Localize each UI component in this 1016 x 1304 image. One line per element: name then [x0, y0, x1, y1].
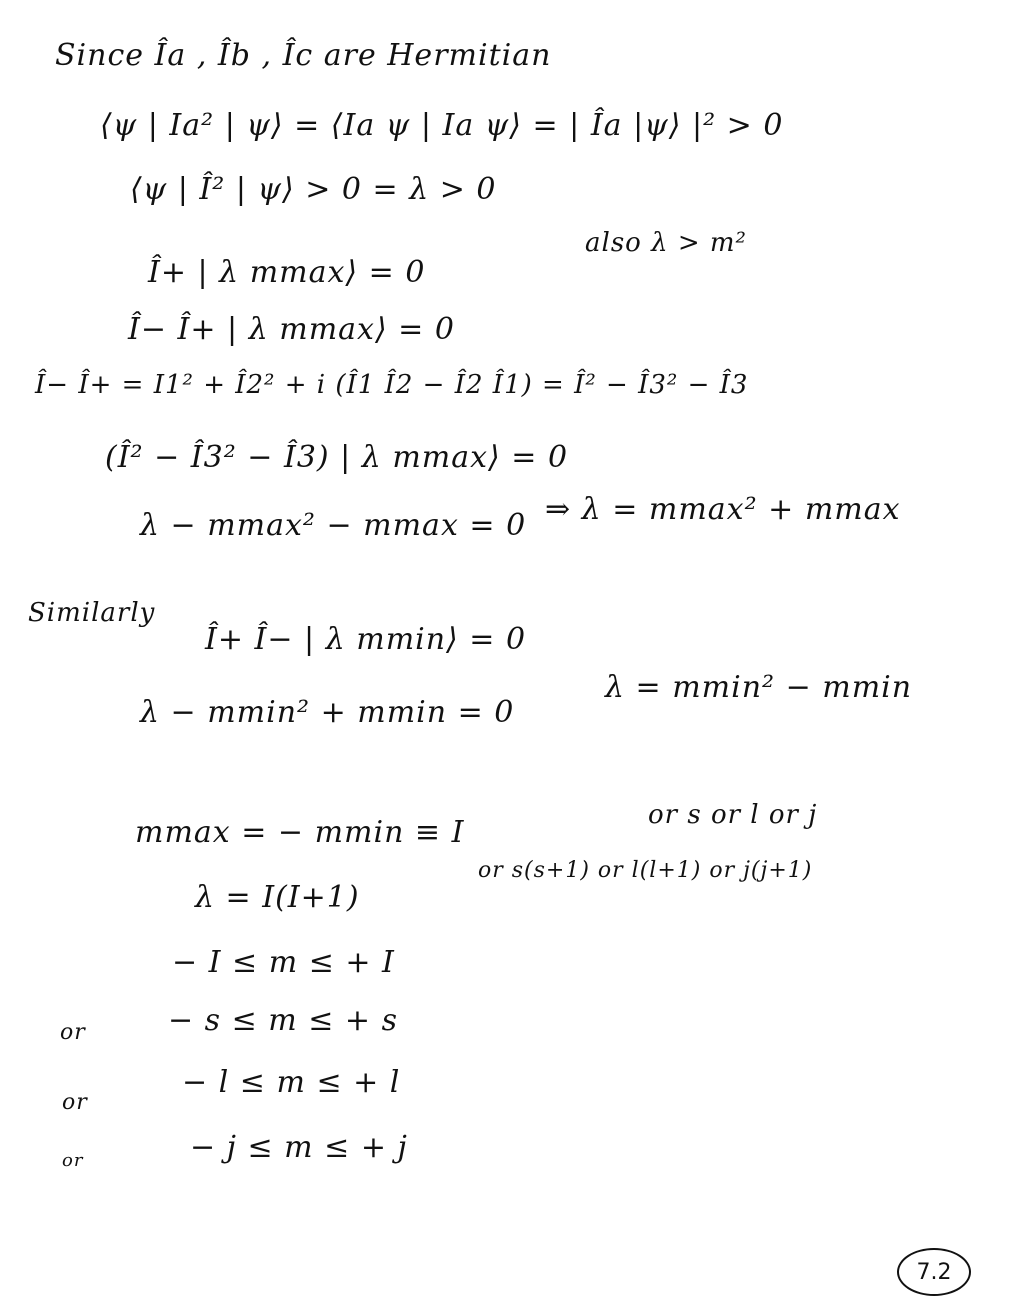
or-label-j: or: [62, 1150, 84, 1171]
range-i: − I ≤ m ≤ + I: [172, 945, 395, 980]
alternative-symbols: or s or l or j: [648, 800, 818, 830]
raising-lowering-on-min: Î+ Î− | λ mmin⟩ = 0: [205, 622, 527, 657]
lambda-i-i-plus-one: λ = I(I+1): [195, 880, 360, 915]
lambda-min-equation: λ − mmin² + mmin = 0: [140, 695, 515, 730]
product-expansion: Î− Î+ = I1² + Î2² + i (Î1 Î2 − Î2 Î1) = Î² − Î3² − Î3: [35, 370, 749, 400]
expectation-i-squared: ⟨ψ | Î² | ψ⟩ > 0 = λ > 0: [130, 172, 497, 207]
range-j: − j ≤ m ≤ + j: [190, 1130, 408, 1165]
lambda-max-equation: λ − mmax² − mmax = 0: [140, 508, 527, 543]
expectation-ia-squared: ⟨ψ | Ia² | ψ⟩ = ⟨Ia ψ | Ia ψ⟩ = | Îa |ψ⟩ |² > 0: [100, 108, 784, 143]
operator-on-max: (Î² − Î3² − Î3) | λ mmax⟩ = 0: [105, 440, 569, 475]
lambda-min-result: λ = mmin² − mmin: [605, 670, 913, 705]
or-label-l: or: [62, 1090, 88, 1115]
similarly-label: Similarly: [28, 598, 156, 628]
hermitian-statement: Since Îa , Îb , Îc are Hermitian: [55, 38, 552, 73]
alternative-eigenvalues: or s(s+1) or l(l+1) or j(j+1): [478, 858, 813, 883]
or-label-s: or: [60, 1020, 86, 1045]
range-l: − l ≤ m ≤ + l: [182, 1065, 401, 1100]
range-s: − s ≤ m ≤ + s: [168, 1003, 399, 1038]
raising-on-max: Î+ | λ mmax⟩ = 0: [148, 255, 426, 290]
m-max-equals-minus-m-min: mmax = − mmin ≡ I: [135, 815, 465, 850]
lambda-max-result: ⇒ λ = mmax² + mmax: [545, 492, 901, 527]
lambda-greater-m-squared: also λ > m²: [585, 228, 747, 258]
lowering-raising-on-max: Î− Î+ | λ mmax⟩ = 0: [128, 312, 455, 347]
page-number: 7.2: [897, 1248, 971, 1296]
